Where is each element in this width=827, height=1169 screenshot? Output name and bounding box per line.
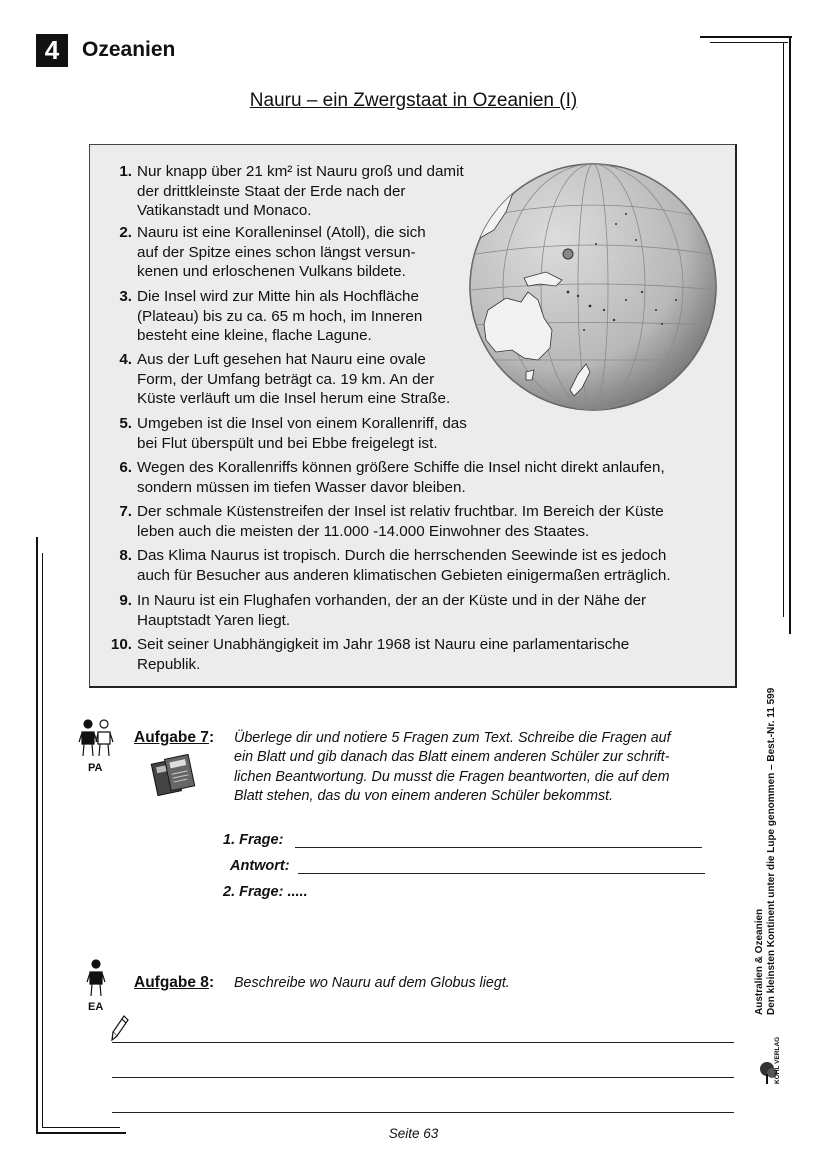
- answer-1-label: Antwort:: [230, 858, 290, 874]
- fact-item: [119, 591, 647, 630]
- frame-line-right-inner: [783, 42, 784, 617]
- fact-text: Nauru ist eine Koralleninsel (Atoll), die sich auf der Spitze eines schon längst versun- kenen und erloschenen Vulkans bildete.: [137, 224, 426, 280]
- fact-text: Seit seiner Unabhängigkeit im Jahr 1968 ist Nauru eine parlamentarische Republik.: [137, 636, 630, 673]
- task7-colon: :: [208, 729, 215, 746]
- fact-number: 4.: [119, 351, 132, 368]
- answer-1-line[interactable]: [298, 873, 705, 874]
- frame-line-right: [789, 36, 791, 634]
- sidebar-subtitle: Den kleinsten Kontinent unter die Lupe genommen – Best.-Nr. 11 599: [766, 687, 777, 1015]
- fact-number: 3.: [119, 288, 132, 305]
- chapter-number: 4: [36, 34, 68, 67]
- globe-illustration: [466, 160, 720, 414]
- notebooks-icon: [150, 754, 196, 796]
- frame-line-left: [36, 537, 38, 1134]
- task8-heading: [134, 974, 214, 992]
- task7-instructions: Überlege dir und notiere 5 Fragen zum Text. Schreibe die Fragen auf ein Blatt und gib danach das Blatt einem anderen Schüler zur schrift- lichen Beantwortung. Du musst die Fragen beantworten, die auf dem Blatt stehen, das du von einem anderen Schüler bekommst.: [234, 730, 671, 804]
- sidebar-series-info: [754, 688, 778, 1015]
- fact-number: 8.: [119, 547, 132, 564]
- question-1-line[interactable]: [295, 847, 702, 848]
- fact-item: [119, 414, 467, 453]
- fact-item: [110, 635, 630, 674]
- fact-text: Die Insel wird zur Mitte hin als Hochfläche (Plateau) bis zu ca. 65 m hoch, im Inneren besteht eine kleine, flache Lagune.: [137, 288, 423, 344]
- fact-text: Das Klima Naurus ist tropisch. Durch die herrschenden Seewinde ist es jedoch auch für Besucher aus anderen klimatischen Gebieten einigermaßen erträglich.: [137, 547, 671, 584]
- fact-item: [119, 287, 423, 346]
- fact-item: [119, 502, 664, 541]
- social-form-pa: PA: [88, 762, 103, 774]
- page-number: Seite 63: [388, 1126, 439, 1141]
- task8-label: Aufgabe 8: [134, 974, 209, 991]
- fact-number: 1.: [119, 163, 132, 180]
- fact-number: 9.: [119, 592, 132, 609]
- fact-text: Aus der Luft gesehen hat Nauru eine ovale Form, der Umfang beträgt ca. 19 km. An der Küste verläuft um die Insel herum eine Straße.: [137, 351, 451, 407]
- page-title: Nauru – ein Zwergstaat in Ozeanien (I): [249, 90, 578, 111]
- nauru-marker: [563, 249, 573, 259]
- sidebar-book-title: Australien & Ozeanien: [754, 908, 765, 1015]
- fact-item: [119, 458, 665, 497]
- fact-item: [119, 162, 464, 221]
- fact-number: 6.: [119, 459, 132, 476]
- pencil-icon: [110, 1014, 130, 1042]
- individual-work-icon: [86, 958, 106, 1000]
- answer-line-2[interactable]: [112, 1077, 734, 1078]
- fact-text: Umgeben ist die Insel von einem Korallenriff, das bei Flut überspült und bei Ebbe freigelegt ist.: [137, 415, 467, 452]
- fact-number: 10.: [110, 636, 132, 653]
- fact-item: [119, 223, 426, 282]
- fact-text: Wegen des Korallenriffs können größere Schiffe die Insel nicht direkt anlaufen, sondern müssen im tiefen Wasser davor bleiben.: [137, 459, 665, 496]
- fact-number: 7.: [119, 503, 132, 520]
- fact-item: [119, 350, 451, 409]
- fact-text: In Nauru ist ein Flughafen vorhanden, der an der Küste und in der Nähe der Hauptstadt Yaren liegt.: [137, 592, 647, 629]
- chapter-title: Ozeanien: [82, 38, 176, 61]
- question-2-label: 2. Frage: .....: [223, 884, 308, 900]
- social-form-ea: EA: [88, 1001, 104, 1013]
- task8-instructions: Beschreibe wo Nauru auf dem Globus liegt.: [234, 975, 510, 991]
- fact-item: [119, 546, 671, 585]
- task7-label: Aufgabe 7: [134, 729, 209, 746]
- fact-text: Der schmale Küstenstreifen der Insel ist relativ fruchtbar. Im Bereich der Küste leben auch die meisten der 11.000 -14.000 Einwohner des Staates.: [137, 503, 664, 540]
- fact-number: 2.: [119, 224, 132, 241]
- fact-number: 5.: [119, 415, 132, 432]
- frame-line-top: [700, 36, 792, 38]
- frame-line-left-inner: [42, 553, 43, 1128]
- question-1-label: 1. Frage:: [223, 832, 284, 848]
- answer-line-1[interactable]: [112, 1042, 734, 1043]
- task7-heading: [134, 729, 214, 747]
- task8-colon: :: [208, 974, 215, 991]
- frame-line-top-inner: [710, 42, 788, 43]
- answer-line-3[interactable]: [112, 1112, 734, 1113]
- pair-work-icon: [78, 718, 114, 760]
- fact-text: Nur knapp über 21 km² ist Nauru groß und damit der drittkleinste Staat der Erde nach der Vatikanstadt und Monaco.: [137, 163, 464, 219]
- publisher-logo-text: KOHL VERLAG: [774, 1036, 781, 1084]
